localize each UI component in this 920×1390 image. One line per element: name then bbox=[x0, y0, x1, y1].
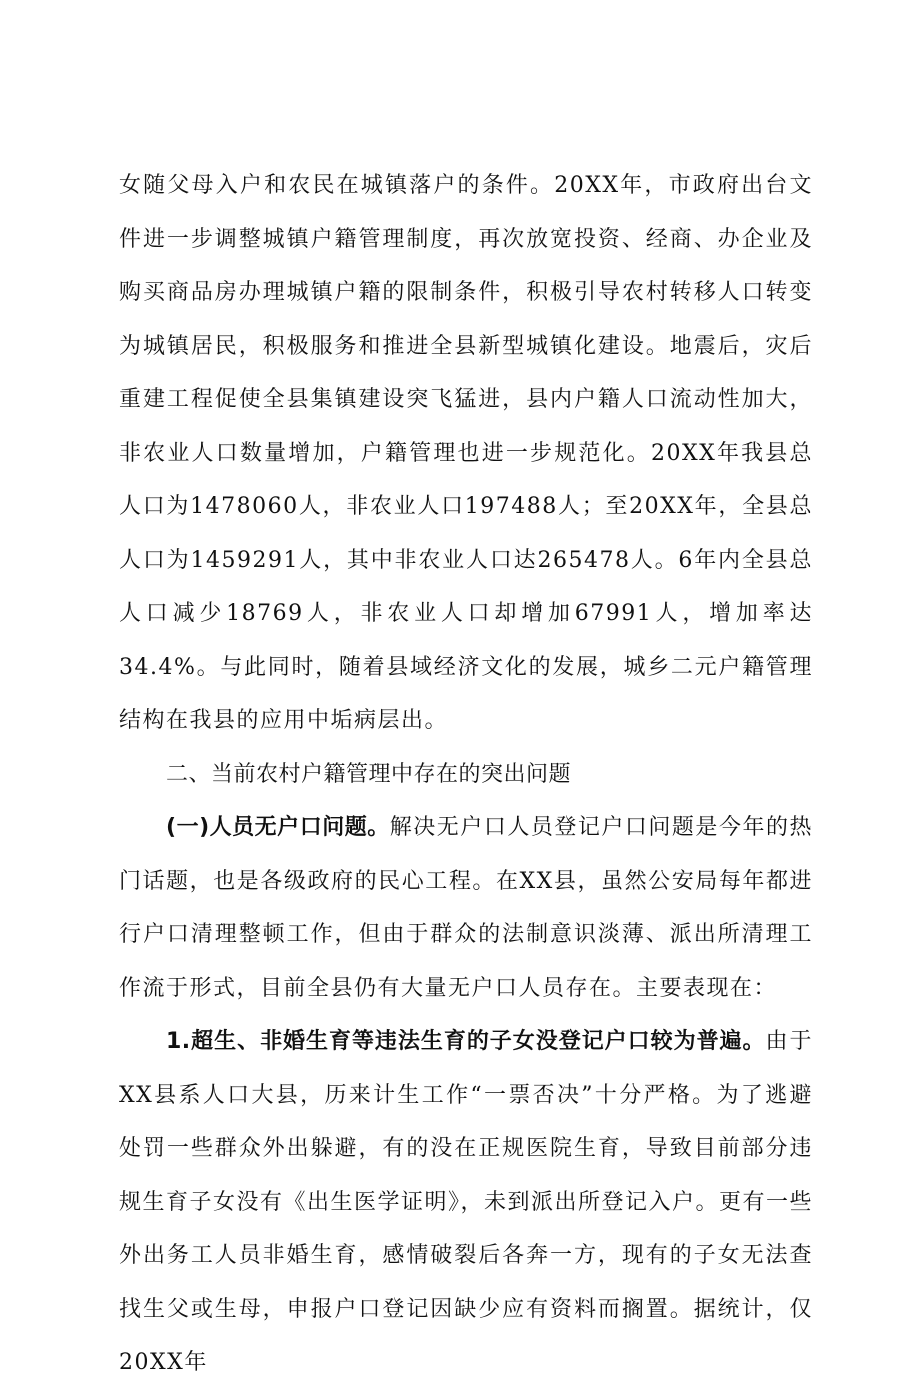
item-heading-unregistered-children: 1.超生、非婚生育等违法生育的子女没登记户口较为普遍。 bbox=[166, 1029, 766, 1054]
paragraph-no-hukou bbox=[119, 801, 813, 1015]
paragraph-unregistered-children bbox=[119, 1015, 813, 1390]
section-heading-2: 二、当前农村户籍管理中存在的突出问题 bbox=[166, 761, 572, 787]
subheading-no-hukou: (一)人员无户口问题。 bbox=[166, 815, 390, 840]
paragraph-unregistered-children-body: 由于XX县系人口大县，历来计生工作“一票否决”十分严格。为了逃避处罚一些群众外出躲避，有的没在正规医院生育，导致目前部分违规生育子女没有《出生医学证明》，未到派出所登记入户。更有一些外出务工人员非婚生育，感情破裂后各奔一方，现有的子女无法查找生父或生母，申报户口登记因缺少应有资料而搁置。据统计，仅20XX年 bbox=[119, 1029, 814, 1375]
document-page bbox=[119, 159, 813, 1390]
paragraph-no-hukou-body: 解决无户口人员登记户口问题是今年的热门话题，也是各级政府的民心工程。在XX县，虽然公安局每年都进行户口清理整顿工作，但由于群众的法制意识淡薄、派出所清理工作流于形式，目前全县仍有大量无户口人员存在。主要表现在： bbox=[119, 815, 813, 1001]
paragraph-population-stats: 女随父母入户和农民在城镇落户的条件。20XX年，市政府出台文件进一步调整城镇户籍管理制度，再次放宽投资、经商、办企业及购买商品房办理城镇户籍的限制条件，积极引导农村转移人口转变为城镇居民，积极服务和推进全县新型城镇化建设。地震后，灾后重建工程促使全县集镇建设突飞猛进，县内户籍人口流动性加大，非农业人口数量增加，户籍管理也进一步规范化。20XX年我县总人口为1478060人，非农业人口197488人；至20XX年，全县总人口为1459291人，其中非农业人口达265478人。6年内全县总人口减少18769人，非农业人口却增加67991人，增加率达34.4%。与此同时，随着县域经济文化的发展，城乡二元户籍管理结构在我县的应用中垢病层出。 bbox=[119, 173, 813, 733]
